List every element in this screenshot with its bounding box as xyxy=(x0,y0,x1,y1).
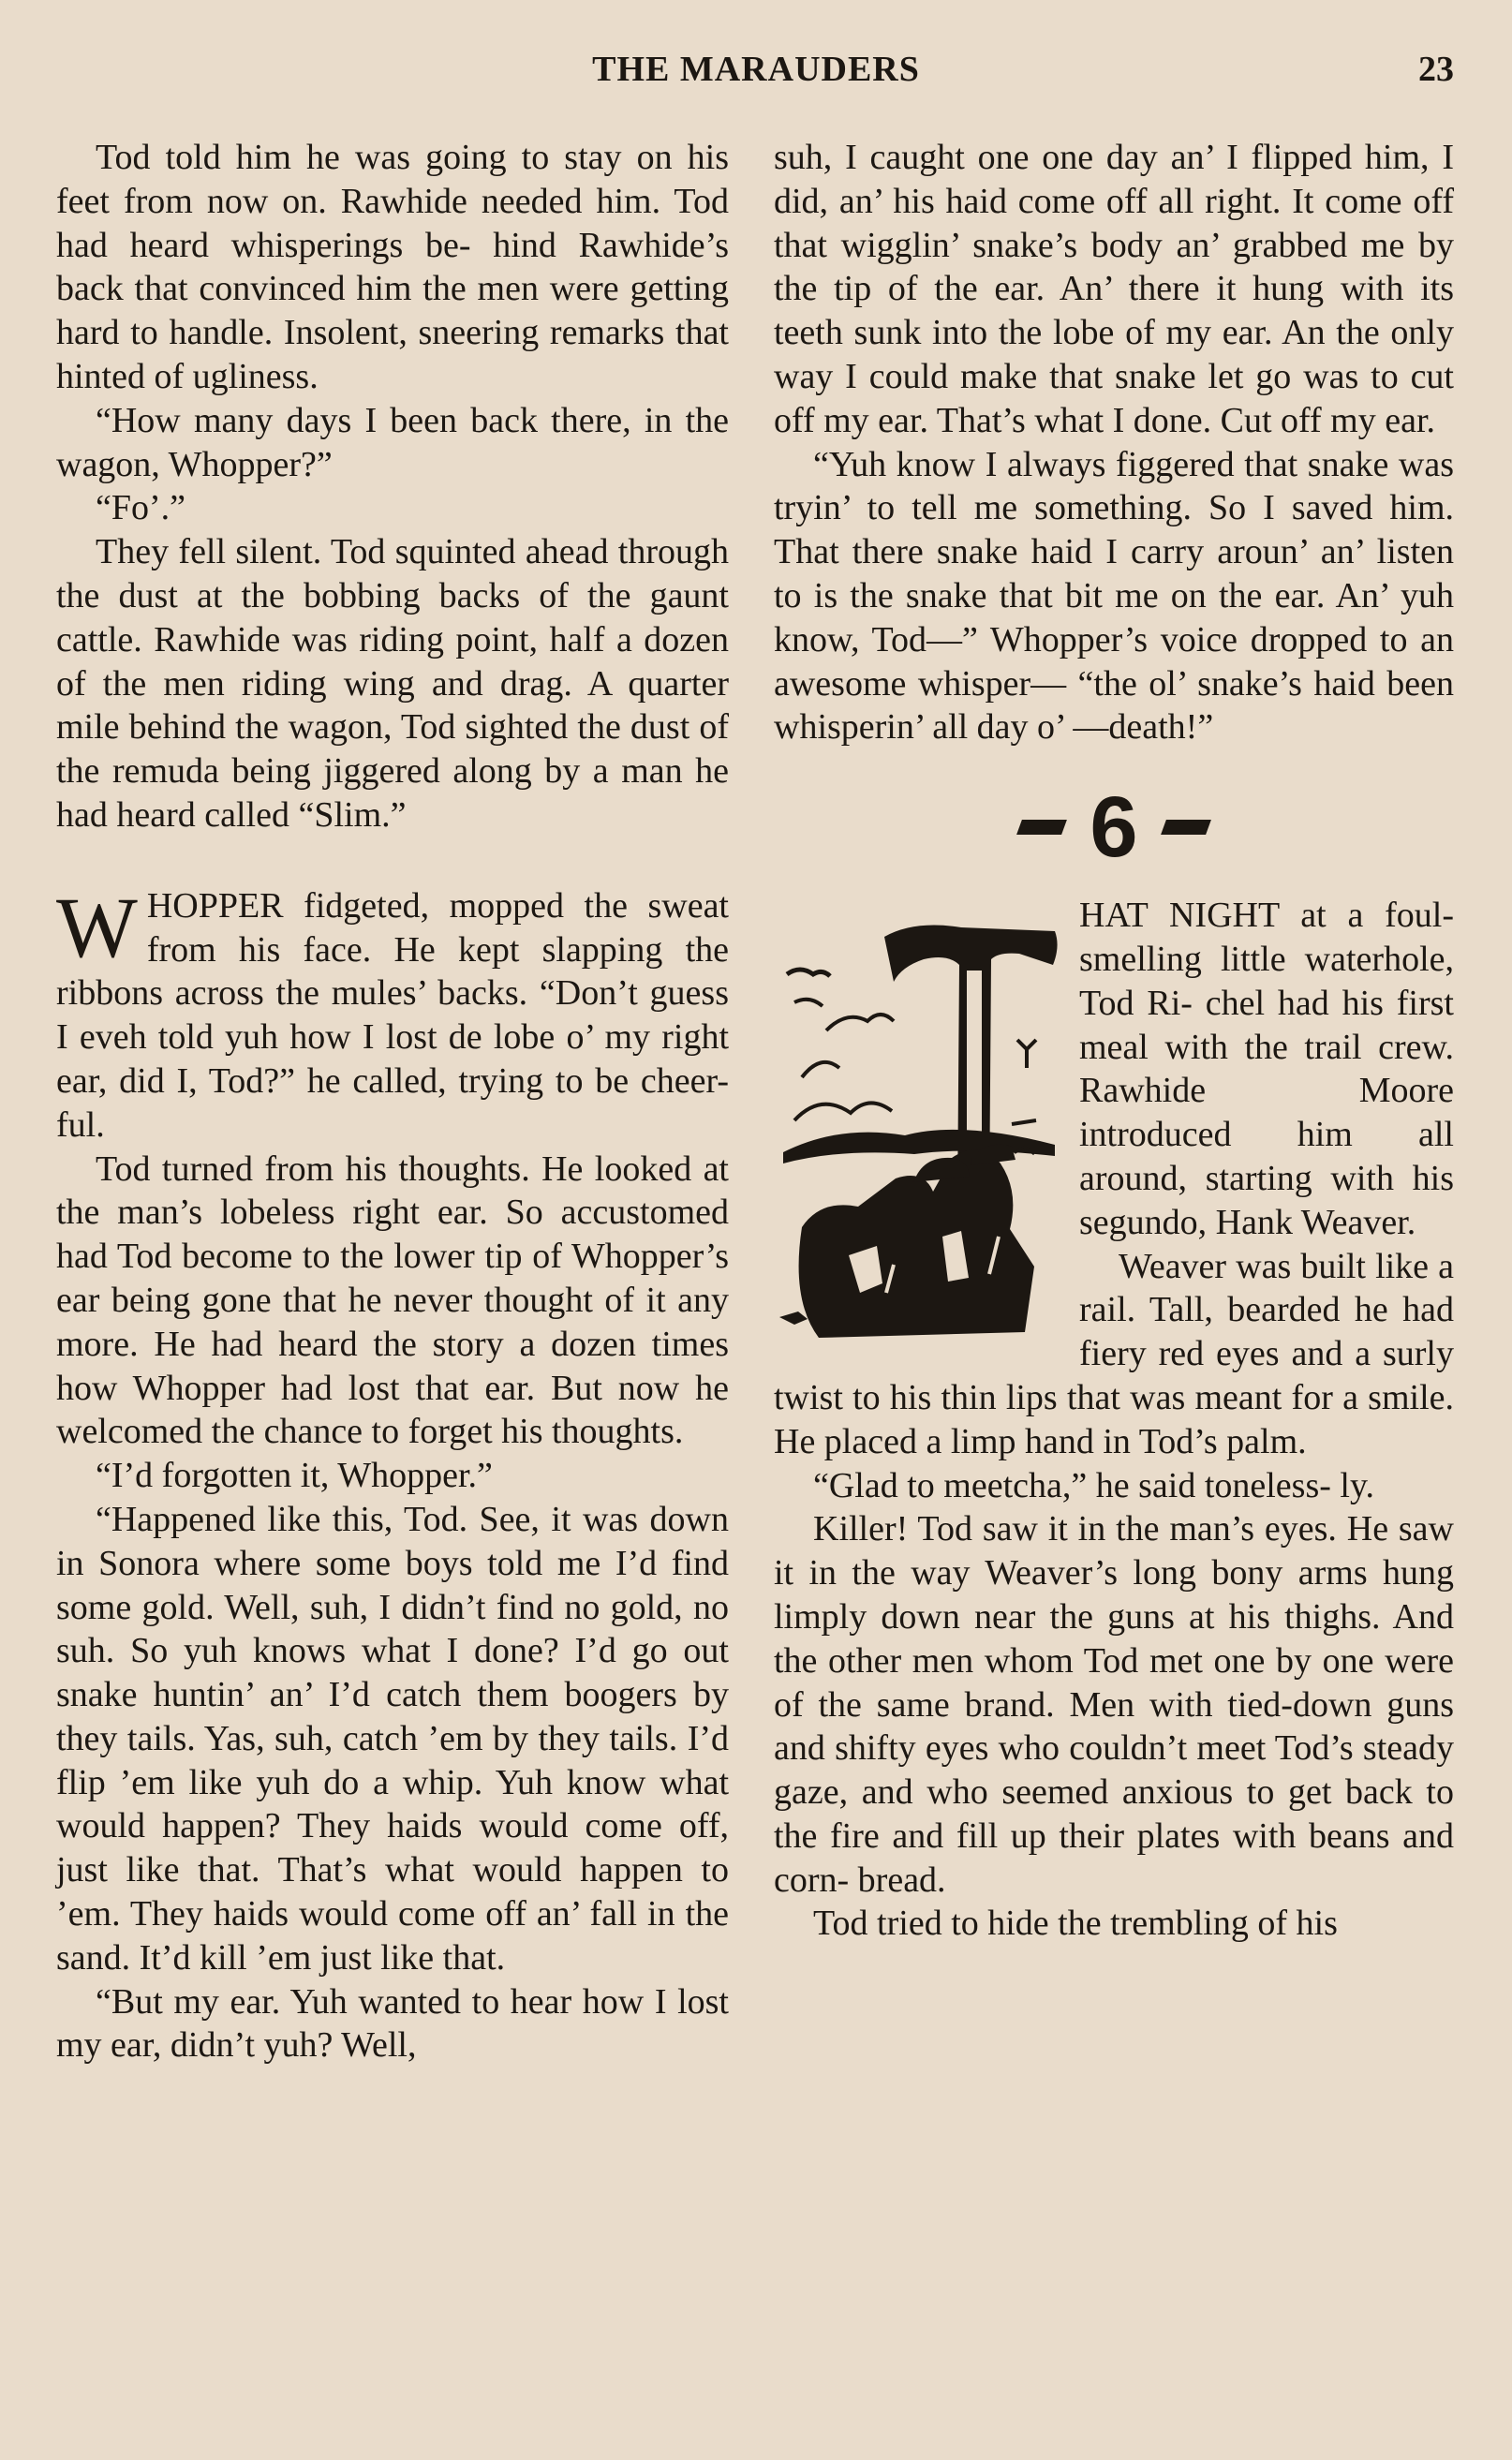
left-column xyxy=(56,136,729,2067)
chapter-opening-text: HAT NIGHT at a foul-smelling little waterhole, Tod Ri- chel had his first meal with the trail crew. Rawhide Moore introduced him all around, starting with his segundo, Hank Weaver. xyxy=(1079,896,1454,1242)
chapter-heading xyxy=(774,779,1454,876)
paragraph-continuation: suh, I caught one one day an’ I flipped him, I did, an’ his haid come off all right. It come off that wigglin’ snake’s body an’ grabbed me by the tip of the ear. An’ there it hung with its teeth sunk into the lobe of my ear. An the only way I could make that snake let go was to cut off my ear. That’s what I done. Cut off my ear. xyxy=(774,138,1454,440)
paragraph: “Fo’.” xyxy=(96,488,186,528)
paragraph: They fell silent. Tod squinted ahead through the dust at the bobbing backs of the gaunt cattle. Rawhide was riding point, half a dozen of the men riding wing and drag. A quarter mile behind the wagon, Tod sighted the dust of the remuda being jiggered along by a man he had heard called “Slim.” xyxy=(56,532,729,835)
chapter-ornament-left xyxy=(1016,820,1067,835)
drop-cap-w: W xyxy=(56,879,138,975)
section-break xyxy=(56,837,729,884)
paragraph: Killer! Tod saw it in the man’s eyes. He saw it in the way Weaver’s long bony arms hung limply down near the guns at his thighs. And the other men whom Tod met one by one were of the same brand. Men with tied-down guns and shifty eyes who couldn’t meet Tod’s steady gaze, and who seemed anxious to get back to the fire and fill up their plates with beans and corn- bread. xyxy=(774,1509,1454,1900)
paragraph: “How many days I been back there, in the wagon, Whopper?” xyxy=(56,400,729,484)
chapter-ornament-right xyxy=(1161,820,1211,835)
right-column xyxy=(774,136,1454,1946)
paragraph: “Happened like this, Tod. See, it was down in Sonora where some boys told me I’d find some gold. Well, suh, I didn’t find no gold, no suh. So yuh knows what I done? I’d go out snake huntin’ an’ I’d catch them boogers by they tails. Yas, suh, catch ’em by they tails. I’d flip ’em like yuh do a whip. Yuh know what would happen? They haids would come off, just like that. That’s what would happen to ’em. They haids would come off an’ fall in the sand. It’d kill ’em just like that. xyxy=(56,1499,729,1978)
paragraph: Tod tried to hide the trembling of his xyxy=(813,1904,1338,1944)
paragraph: “I’d forgotten it, Whopper.” xyxy=(96,1456,493,1496)
page-number: 23 xyxy=(1418,50,1454,89)
paragraph: Tod turned from his thoughts. He looked at the man’s lobeless right ear. So accustomed had Tod become to the lower tip of Whopper’s ear being gone that he never thought of it any more. He had heard the story a dozen times how Whopper had lost that ear. But now he welcomed the chance to forget his thoughts. xyxy=(56,1148,729,1452)
paragraph: “Glad to meetcha,” he said toneless- ly. xyxy=(813,1465,1374,1505)
chapter-number: 6 xyxy=(1090,779,1138,876)
paragraph: “Yuh know I always figgered that snake was tryin’ to tell me something. So I saved him. That there snake haid I carry aroun’ an’ listen to is the snake that bit me on the ear. An’ yuh know, Tod—” Whopper’s voice dropped to an awesome whisper— “the ol’ snake’s haid been whisperin’ all day o’ —death!” xyxy=(774,444,1454,748)
chapter-opening-paragraph xyxy=(774,894,1454,1244)
running-title: THE MARAUDERS xyxy=(592,50,920,89)
section-opening-paragraph xyxy=(56,879,729,1148)
illustrated-drop-cap-t xyxy=(774,899,1066,1340)
paragraph: “But my ear. Yuh wanted to hear how I lost my ear, didn’t yuh? Well, xyxy=(56,1981,729,2066)
cowboys-illustration-icon xyxy=(774,899,1066,1340)
paragraph: Weaver was built like a rail. Tall, bearded he had fiery red eyes and a surly twist to his thin lips that was meant for a smile. He placed a limp hand in Tod’s palm. xyxy=(774,1246,1454,1461)
section-opening-text: HOPPER fidgeted, mopped the sweat from his face. He kept slapping the ribbons across the mules’ backs. “Don’t guess I eveh told yuh how I lost de lobe o’ my right ear, did I, Tod?” he called, trying to be cheer- ful. xyxy=(56,885,729,1145)
paragraph: Tod told him he was going to stay on his feet from now on. Rawhide needed him. Tod had heard whisperings be- hind Rawhide’s back that convinced him the men were getting hard to handle. Insolent, sneering remarks that hinted of ugliness. xyxy=(56,138,729,396)
running-header xyxy=(0,49,1512,96)
